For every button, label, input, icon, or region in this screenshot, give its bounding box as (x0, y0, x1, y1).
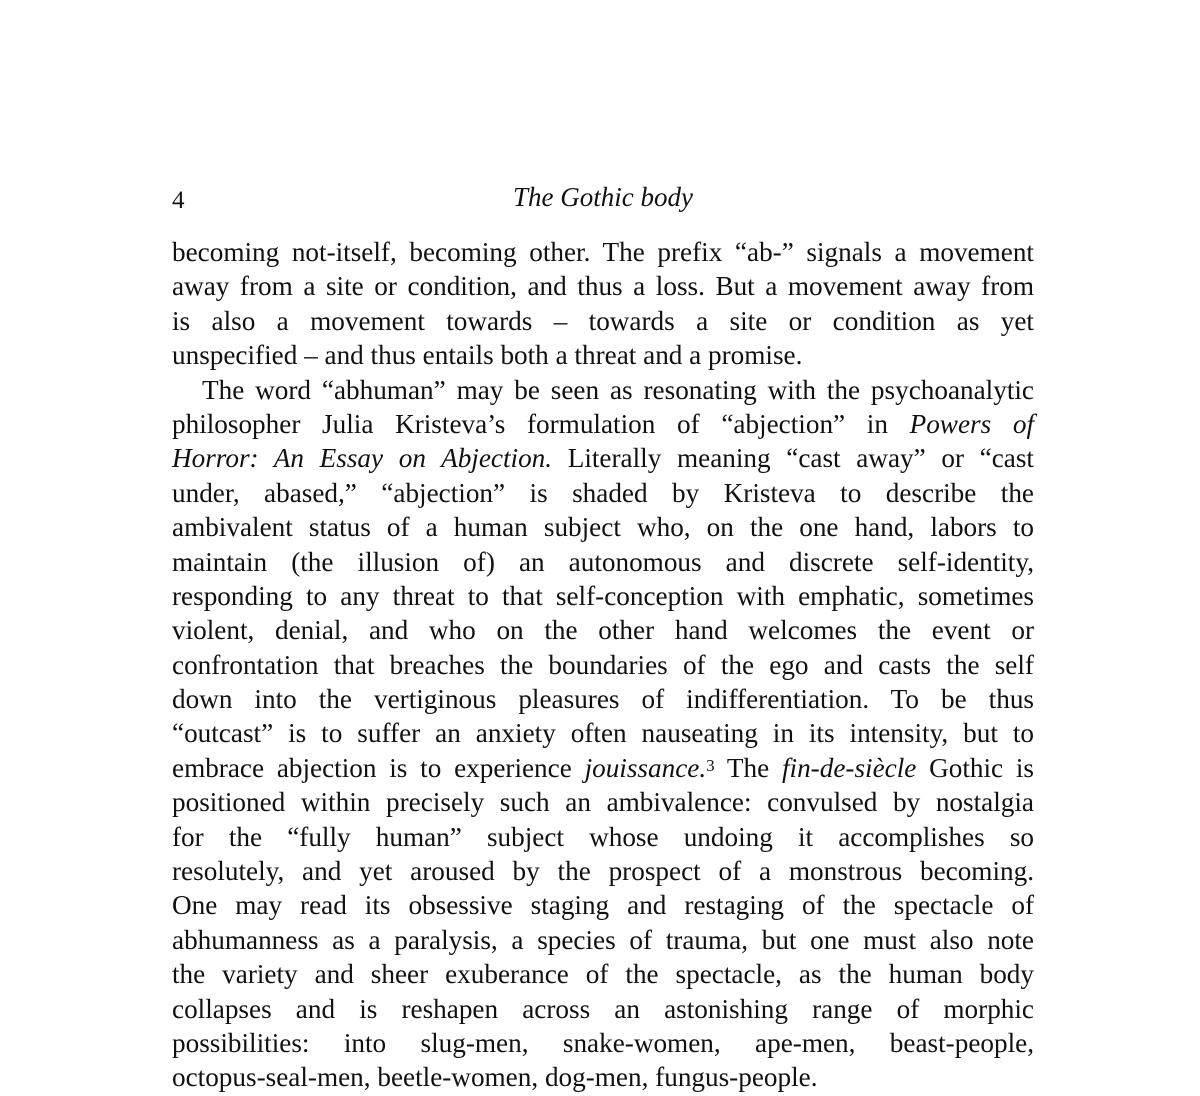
text-line: for the “fully human” subject whose undoing it accomplishes so (172, 821, 1034, 852)
text-line: under, abased,” “abjection” is shaded by Kristeva to describe the (172, 477, 1034, 508)
text-line: One may read its obsessive staging and restaging of the spectacle of (172, 890, 1034, 921)
text-line (172, 751, 1034, 785)
paragraph-2 (172, 373, 1034, 1095)
text-line: resolutely, and yet aroused by the prospect of a monstrous becoming. (172, 856, 1034, 887)
text-line: confrontation that breaches the boundaries of the ego and casts the self (172, 649, 1034, 680)
paragraph-1 (172, 235, 1034, 373)
text-line: away from a site or condition, and thus a loss. But a movement away from (172, 271, 1034, 302)
text-line (172, 407, 1034, 441)
text-line: down into the vertiginous pleasures of indifferentiation. To be thus (172, 684, 1034, 715)
text-line: violent, denial, and who on the other hand welcomes the event or (172, 615, 1034, 646)
text-line: the variety and sheer exuberance of the spectacle, as the human body (172, 959, 1034, 990)
text-line: maintain (the illusion of) an autonomous and discrete self-identity, (172, 546, 1034, 577)
text-segment: embrace abjection is to experience (172, 752, 585, 783)
text-line: responding to any threat to that self-conception with emphatic, sometimes (172, 580, 1034, 611)
text-line: The word “abhuman” may be seen as resonating with the psychoanalytic (202, 374, 1034, 405)
running-head (172, 180, 1034, 220)
text-line: possibilities: into slug-men, snake-women, ape-men, beast-people, (172, 1027, 1034, 1058)
term-italic: fin-de-siècle (781, 752, 917, 783)
text-segment: philosopher Julia Kristeva’s formulation of “abjection” in (172, 408, 910, 439)
book-title-italic: Horror: An Essay on Abjection. (172, 443, 553, 474)
text-line: positioned within precisely such an ambivalence: convulsed by nostalgia (172, 787, 1034, 818)
text-line: is also a movement towards – towards a site or condition as yet (172, 305, 1034, 336)
text-line: becoming not-itself, becoming other. The prefix “ab-” signals a movement (172, 237, 1034, 267)
body-text (172, 235, 1034, 1095)
term-italic: jouissance. (584, 752, 707, 783)
book-title-italic: Powers of (909, 408, 1034, 439)
text-line: unspecified – and thus entails both a threat and a promise. (172, 340, 803, 371)
footnote-marker[interactable]: 3 (706, 755, 715, 775)
page-number: 4 (172, 187, 185, 214)
running-title: The Gothic body (513, 182, 693, 212)
text-line (172, 441, 1034, 475)
text-line: “outcast” is to suffer an anxiety often nauseating in its intensity, but to (172, 718, 1034, 749)
text-segment: Gothic is (916, 752, 1034, 783)
text-line: ambivalent status of a human subject who, on the one hand, labors to (172, 512, 1034, 543)
text-segment: Literally meaning “cast away” or “cast (552, 443, 1034, 474)
text-line: abhumanness as a paralysis, a species of trauma, but one must also note (172, 924, 1034, 955)
text-line: octopus-seal-men, beetle-women, dog-men, fungus-people. (172, 1062, 818, 1093)
text-segment: The (714, 752, 782, 783)
text-line: collapses and is reshapen across an astonishing range of morphic (172, 993, 1034, 1024)
